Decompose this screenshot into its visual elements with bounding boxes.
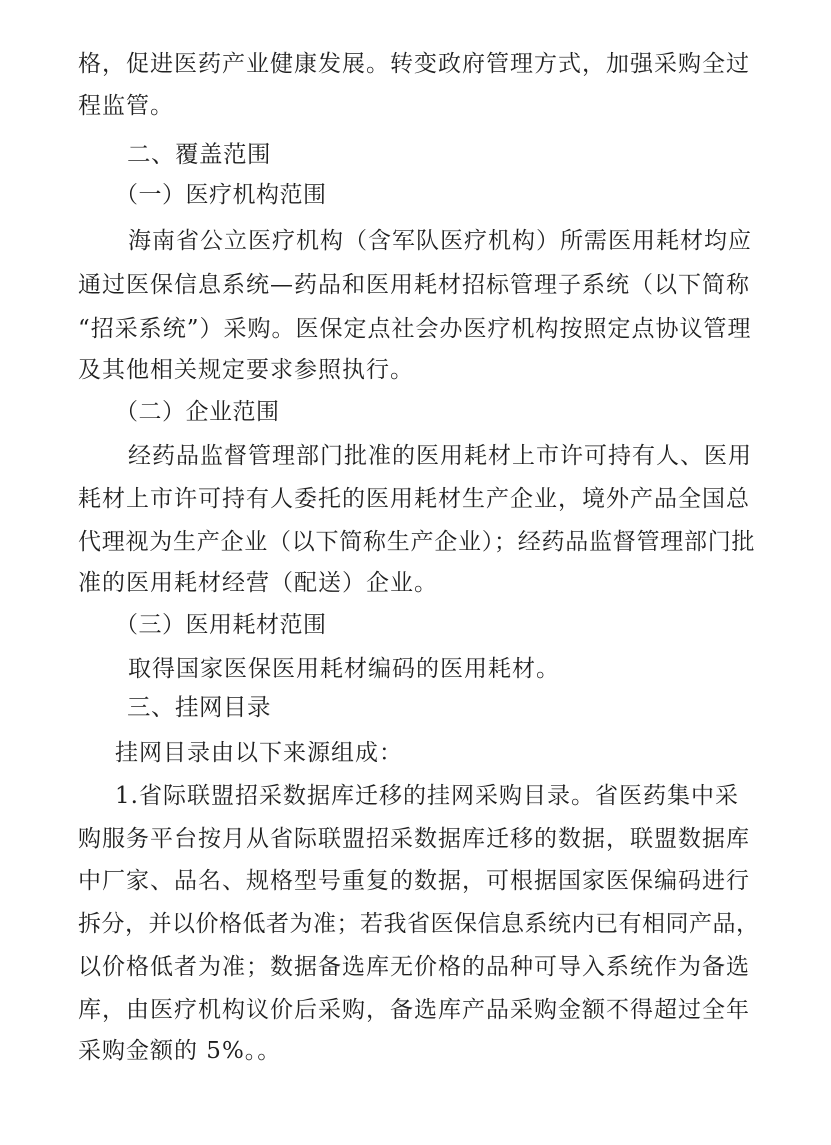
paragraph-line: 挂网目录由以下来源组成：: [115, 740, 403, 766]
paragraph-line: 1.省际联盟招采数据库迁移的挂网采购目录。省医药集中采: [115, 783, 739, 809]
subsection-heading: （二）企业范围: [115, 399, 280, 425]
paragraph-line: 通过医保信息系统—药品和医用耗材招标管理子系统（以下简称: [78, 272, 750, 298]
paragraph-line: 代理视为生产企业（以下简称生产企业）；经药品监督管理部门批: [78, 529, 756, 555]
section-heading: 二、覆盖范围: [127, 140, 271, 168]
paragraph-line: 库，由医疗机构议价后采购，备选库产品采购金额不得超过全年: [78, 997, 750, 1023]
paragraph-line: 中厂家、品名、规格型号重复的数据，可根据国家医保编码进行: [78, 868, 750, 894]
paragraph-line: 以价格低者为准；数据备选库无价格的品种可导入系统作为备选: [78, 954, 750, 980]
paragraph-line: 采购金额的 5%。。: [78, 1038, 282, 1064]
paragraph-line: 及其他相关规定要求参照执行。: [78, 357, 414, 383]
paragraph-line: 购服务平台按月从省际联盟招采数据库迁移的数据，联盟数据库: [78, 826, 750, 852]
paragraph-line: 格，促进医药产业健康发展。转变政府管理方式，加强采购全过: [78, 51, 750, 77]
paragraph-line: “招采系统”）采购。医保定点社会办医疗机构按照定点协议管理: [78, 316, 752, 342]
paragraph-line: 耗材上市许可持有人委托的医用耗材生产企业，境外产品全国总: [78, 486, 750, 512]
paragraph-line: 取得国家医保医用耗材编码的医用耗材。: [128, 656, 560, 682]
paragraph-line: 准的医用耗材经营（配送）企业。: [78, 570, 438, 596]
paragraph-line: 程监管。: [78, 93, 174, 119]
paragraph-line: 经药品监督管理部门批准的医用耗材上市许可持有人、医用: [128, 443, 752, 469]
subsection-heading: （一）医疗机构范围: [115, 182, 327, 208]
paragraph-line: 拆分，并以价格低者为准；若我省医保信息系统内已有相同产品，: [78, 911, 760, 937]
paragraph-line: 海南省公立医疗机构（含军队医疗机构）所需医用耗材均应: [128, 228, 752, 254]
section-heading: 三、挂网目录: [127, 693, 271, 721]
subsection-heading: （三）医用耗材范围: [115, 612, 327, 638]
